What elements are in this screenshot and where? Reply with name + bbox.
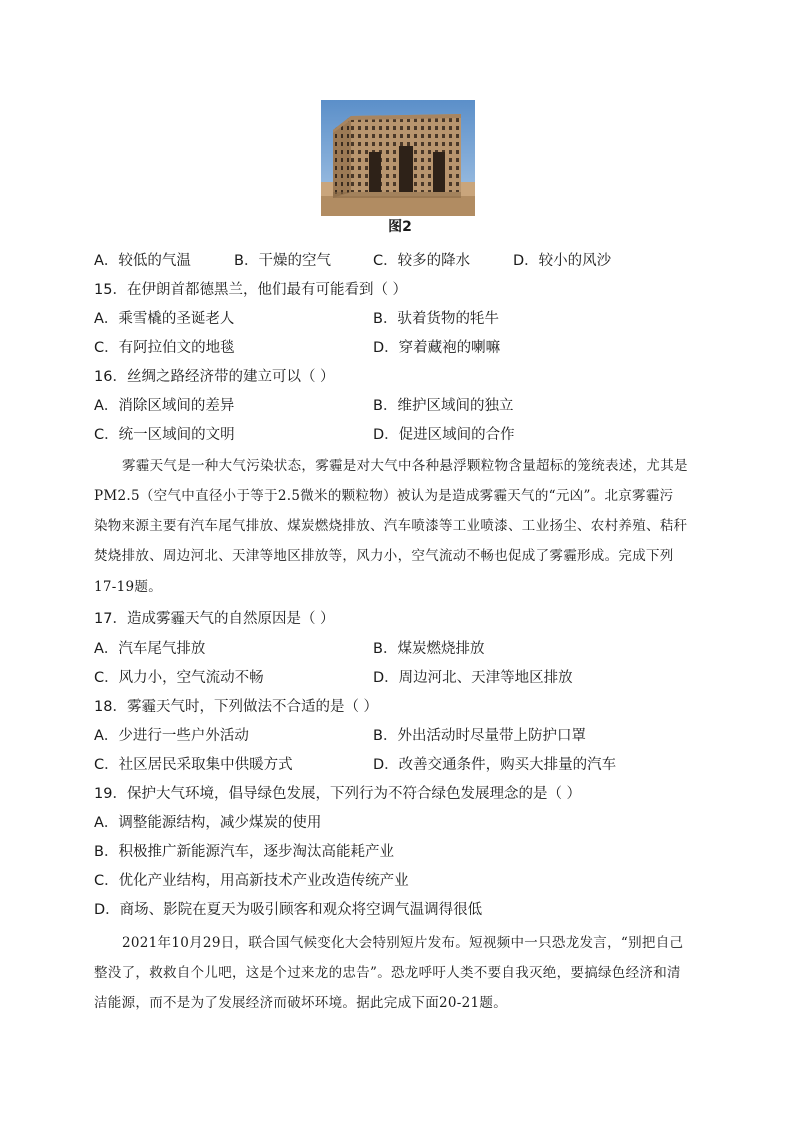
q16-option-b: B．维护区域间的独立 [373,398,514,414]
q19-stem: 19．保护大气环境，倡导绿色发展，下列行为不符合绿色发展理念的是（ ） [94,786,582,802]
q19-option-c: C．优化产业结构，用高新技术产业改造传统产业 [94,873,409,889]
q14-option-b: B．干燥的空气 [234,253,331,269]
q19-option-b: B．积极推广新能源汽车，逐步淘汰高能耗产业 [94,844,394,860]
q16-option-a: A．消除区域间的差异 [94,398,235,414]
q18-option-a: A．少进行一些户外活动 [94,728,249,744]
q17-option-b: B．煤炭燃烧排放 [373,641,485,657]
q17-option-d: D．周边河北、天津等地区排放 [373,670,573,686]
q15-option-a: A．乘雪橇的圣诞老人 [94,311,235,327]
q17-option-a: A．汽车尾气排放 [94,641,206,657]
q14-option-c: C．较多的降水 [373,253,471,269]
q14-option-d: D．较小的风沙 [513,253,612,269]
passage2-line: 2021年10月29日，联合国气候变化大会特别短片发布。短视频中一只恐龙发言，“别把自己 [122,935,684,951]
building-photo [321,100,475,216]
figure-caption: 图2 [388,219,412,235]
q19-option-d: D．商场、影院在夏天为吸引顾客和观众将空调气温调得很低 [94,902,483,918]
q17-option-c: C．风力小，空气流动不畅 [94,670,264,686]
q15-option-d: D．穿着藏袍的喇嘛 [373,340,501,356]
q15-stem: 15．在伊朗首都德黑兰，他们最有可能看到（ ） [94,282,408,298]
passage2-line: 整没了，救救自个儿吧，这是个过来龙的忠告”。恐龙呼吁人类不要自我灭绝，要搞绿色经济和清 [94,965,681,981]
passage2-line: 洁能源，而不是为了发展经济而破坏环境。据此完成下面20-21题。 [94,995,508,1011]
q16-stem: 16．丝绸之路经济带的建立可以（ ） [94,369,335,385]
q14-option-a: A．较低的气温 [94,253,191,269]
q18-option-c: C．社区居民采取集中供暖方式 [94,757,293,773]
q16-option-d: D．促进区域间的合作 [373,427,515,443]
q16-option-c: C．统一区域间的文明 [94,427,235,443]
passage1-line: 雾霾天气是一种大气污染状态，雾霾是对大气中各种悬浮颗粒物含量超标的笼统表述，尤其是 [122,458,688,474]
q18-option-b: B．外出活动时尽量带上防护口罩 [373,728,586,744]
q18-option-d: D．改善交通条件，购买大排量的汽车 [373,757,617,773]
q15-option-b: B．驮着货物的牦牛 [373,311,499,327]
q15-option-c: C．有阿拉伯文的地毯 [94,340,235,356]
passage1-line: PM2.5（空气中直径小于等于2.5微米的颗粒物）被认为是造成雾霾天气的“元凶”。北京雾霾污 [94,488,674,504]
q18-stem: 18．雾霾天气时，下列做法不合适的是（ ） [94,699,379,715]
passage1-line: 17-19题。 [94,579,163,595]
q17-stem: 17．造成雾霾天气的自然原因是（ ） [94,611,335,627]
q19-option-a: A．调整能源结构，减少煤炭的使用 [94,815,322,831]
passage1-line: 染物来源主要有汽车尾气排放、煤炭燃烧排放、汽车喷漆等工业喷漆、工业扬尘、农村养殖、秸秆 [94,518,688,534]
passage1-line: 焚烧排放、周边河北、天津等地区排放等，风力小，空气流动不畅也促成了雾霾形成。完成下列 [94,548,674,564]
